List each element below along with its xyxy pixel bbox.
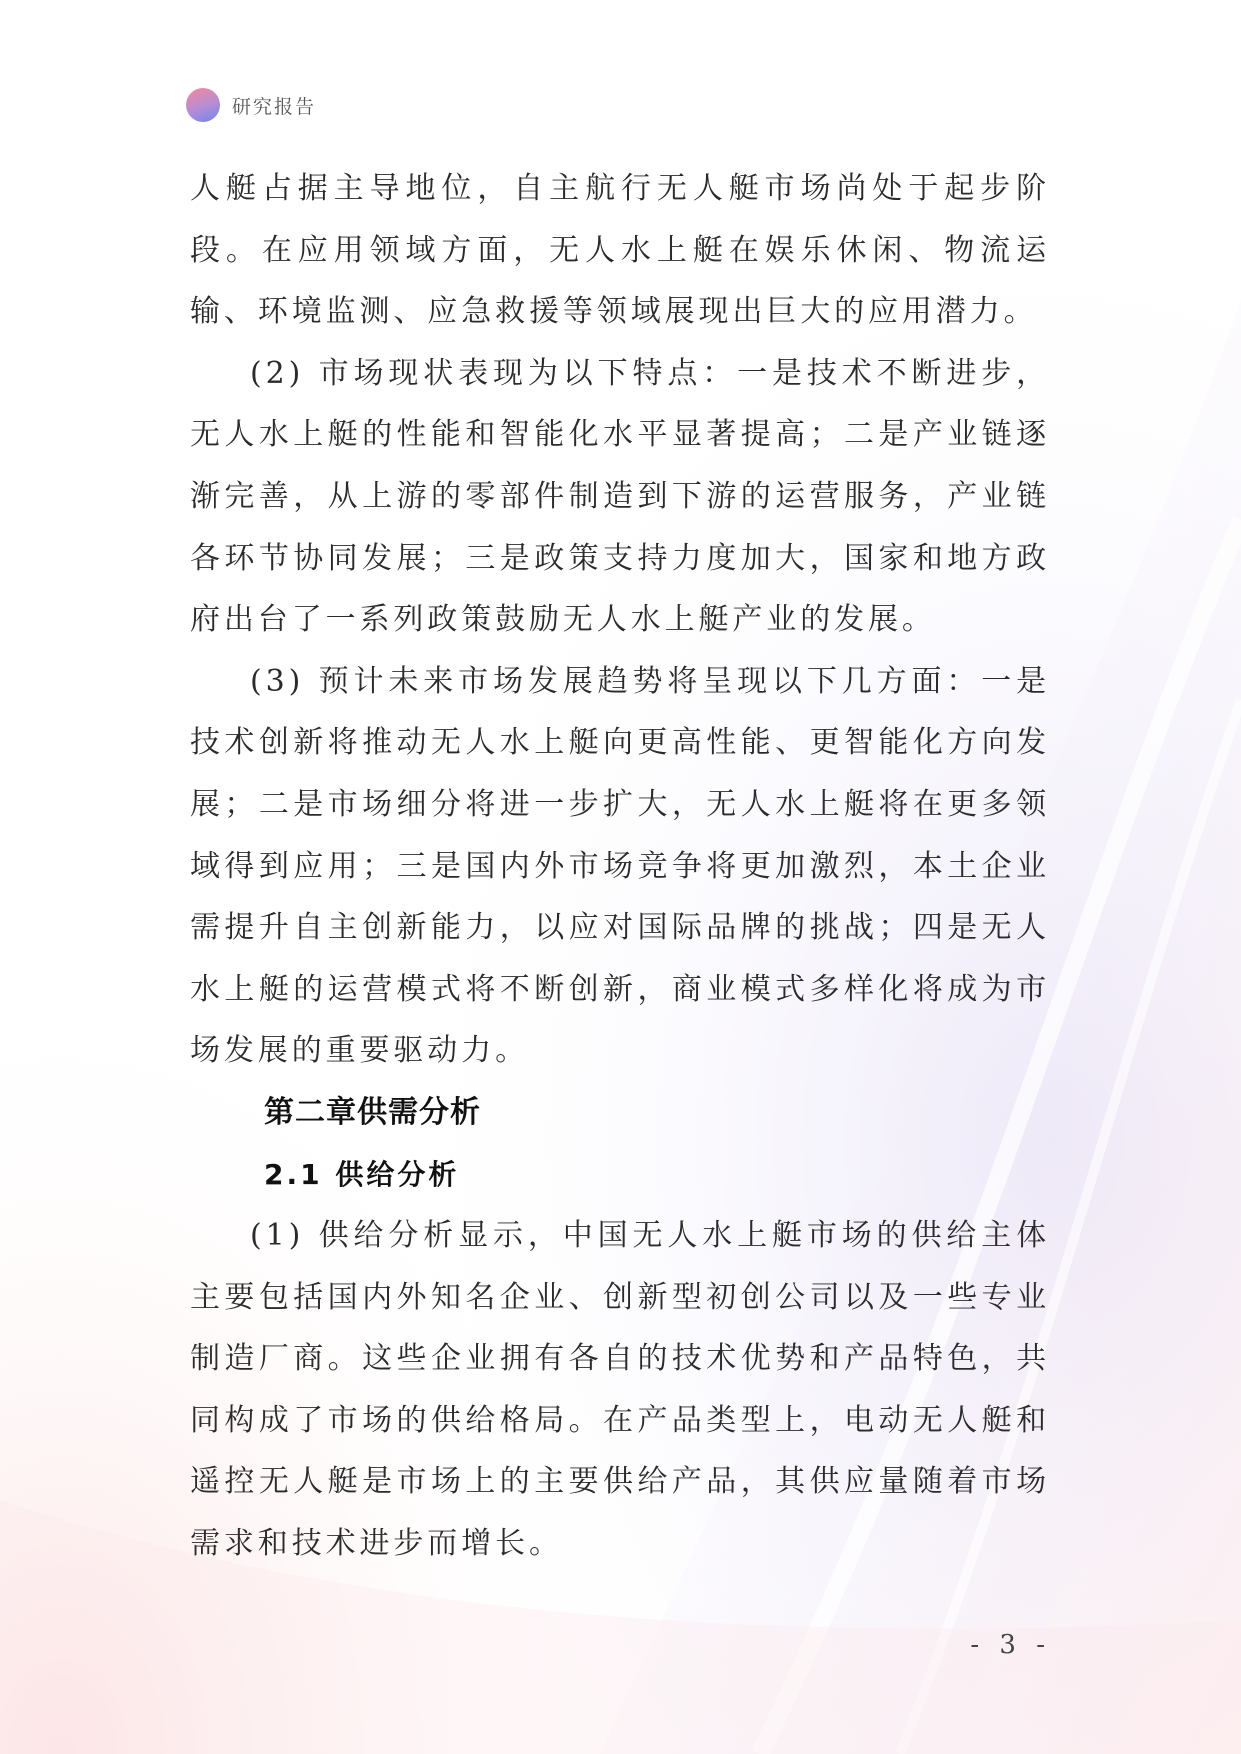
header-label: 研究报告 bbox=[232, 95, 317, 118]
section-title: 2.1 供给分析 bbox=[264, 1157, 460, 1191]
logo-dot bbox=[186, 88, 220, 122]
paragraph-market-trends: (3) 预计未来市场发展趋势将呈现以下几方面：一是技术创新将推动无人水上艇向更高性能、更智能化方向发展；二是市场细分将进一步扩大，无人水上艇将在更多领域得到应用；三是国内外市场竞争将更加激烈，本土企业需提升自主创新能力，以应对国际品牌的挑战；四是无人水上艇的运营模式将不断创新，商业模式多样化将成为市场发展的重要驱动力。 bbox=[190, 663, 1050, 1069]
report-header bbox=[186, 88, 316, 122]
paragraph-market-status: (2) 市场现状表现为以下特点：一是技术不断进步，无人水上艇的性能和智能化水平显著提高；二是产业链逐渐完善，从上游的零部件制造到下游的运营服务，产业链各环节协同发展；三是政策支持力度加大，国家和地方政府出台了一系列政策鼓励无人水上艇产业的发展。 bbox=[190, 355, 1050, 638]
page-number: - 3 - bbox=[970, 1630, 1051, 1660]
paragraph-supply-analysis: (1) 供给分析显示，中国无人水上艇市场的供给主体主要包括国内外知名企业、创新型初创公司以及一些专业制造厂商。这些企业拥有各自的技术优势和产品特色，共同构成了市场的供给格局。在产品类型上，电动无人艇和遥控无人艇是市场上的主要供给产品，其供应量随着市场需求和技术进步而增长。 bbox=[190, 1218, 1050, 1562]
page-body bbox=[190, 158, 1050, 1575]
paragraph-continued: 人艇占据主导地位，自主航行无人艇市场尚处于起步阶段。在应用领域方面，无人水上艇在娱乐休闲、物流运输、环境监测、应急救援等领域展现出巨大的应用潜力。 bbox=[190, 171, 1050, 330]
chapter-title: 第二章供需分析 bbox=[264, 1094, 481, 1130]
